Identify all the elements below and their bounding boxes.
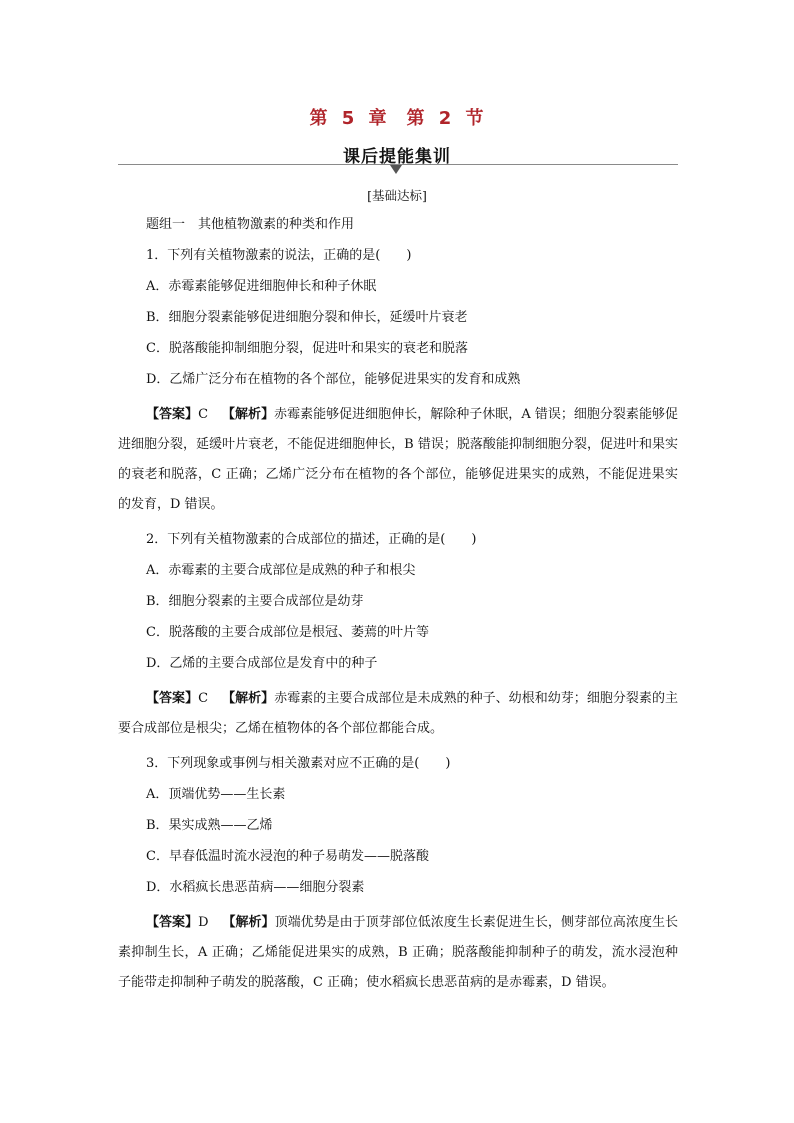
- option-b: B．细胞分裂素能够促进细胞分裂和伸长，延缓叶片衰老: [146, 310, 468, 325]
- analysis-tag: 【解析】: [222, 915, 275, 930]
- section-title: 课后提能集训: [343, 147, 451, 167]
- answer-block: [118, 908, 678, 998]
- question-3: [118, 753, 678, 998]
- triangle-down-icon: [390, 165, 402, 174]
- answer-tag: 【答案】: [146, 915, 199, 930]
- answer-block: [118, 684, 678, 744]
- option-c: C．脱落酸能抑制细胞分裂，促进叶和果实的衰老和脱落: [146, 341, 468, 356]
- question-group-title: 题组一 其他植物激素的种类和作用: [146, 217, 355, 232]
- option-a: A．赤霉素能够促进细胞伸长和种子休眠: [146, 279, 377, 294]
- answer-tag: 【答案】: [146, 407, 199, 422]
- question-2: [118, 529, 678, 744]
- option-c: C．早春低温时流水浸泡的种子易萌发——脱落酸: [146, 849, 429, 864]
- question-stem: 2．下列有关植物激素的合成部位的描述，正确的是( ): [146, 532, 477, 547]
- exercise-content: [118, 214, 678, 1007]
- analysis-tag: 【解析】: [222, 691, 275, 706]
- option-a: A．赤霉素的主要合成部位是成熟的种子和根尖: [146, 563, 416, 578]
- answer-tag: 【答案】: [146, 691, 199, 706]
- option-b: B．果实成熟——乙烯: [146, 818, 273, 833]
- analysis-text: 顶端优势是由于顶芽部位低浓度生长素促进生长，侧芽部位高浓度生长素抑制生长，A 正确；乙烯能促进果实的成熟，B 正确；脱落酸能抑制种子的萌发，流水浸泡种子能带走抑制种子萌发的脱落酸，C 正确；使水稻疯长患恶苗病的是赤霉素，D 错误。: [118, 915, 678, 990]
- analysis-tag: 【解析】: [222, 407, 275, 422]
- chapter-title: 第 5 章 第 2 节: [309, 108, 485, 129]
- option-a: A．顶端优势——生长素: [146, 787, 286, 802]
- answer-value: D: [198, 915, 209, 930]
- answer-block: [118, 400, 678, 520]
- question-stem: 3．下列现象或事例与相关激素对应不正确的是( ): [146, 756, 451, 771]
- answer-value: C: [198, 691, 209, 706]
- question-1: [118, 245, 678, 520]
- option-c: C．脱落酸的主要合成部位是根冠、萎蔫的叶片等: [146, 625, 429, 640]
- analysis-text: 赤霉素能够促进细胞伸长，解除种子休眠，A 错误；细胞分裂素能够促进细胞分裂，延缓叶片衰老，不能促进细胞伸长，B 错误；脱落酸能抑制细胞分裂，促进叶和果实的衰老和脱落，C 正确；乙烯广泛分布在植物的各个部位，能够促进果实的成熟，不能促进果实的发育，D 错误。: [118, 407, 678, 512]
- question-stem: 1．下列有关植物激素的说法，正确的是( ): [146, 248, 412, 263]
- answer-value: C: [198, 407, 209, 422]
- option-b: B．细胞分裂素的主要合成部位是幼芽: [146, 594, 364, 609]
- option-d: D．水稻疯长患恶苗病——细胞分裂素: [146, 880, 365, 895]
- analysis-text: 赤霉素的主要合成部位是未成熟的种子、幼根和幼芽；细胞分裂素的主要合成部位是根尖；乙烯在植物体的各个部位都能合成。: [118, 691, 678, 736]
- option-d: D．乙烯广泛分布在植物的各个部位，能够促进果实的发育和成熟: [146, 372, 521, 387]
- level-label: [基础达标]: [367, 188, 427, 203]
- option-d: D．乙烯的主要合成部位是发育中的种子: [146, 656, 378, 671]
